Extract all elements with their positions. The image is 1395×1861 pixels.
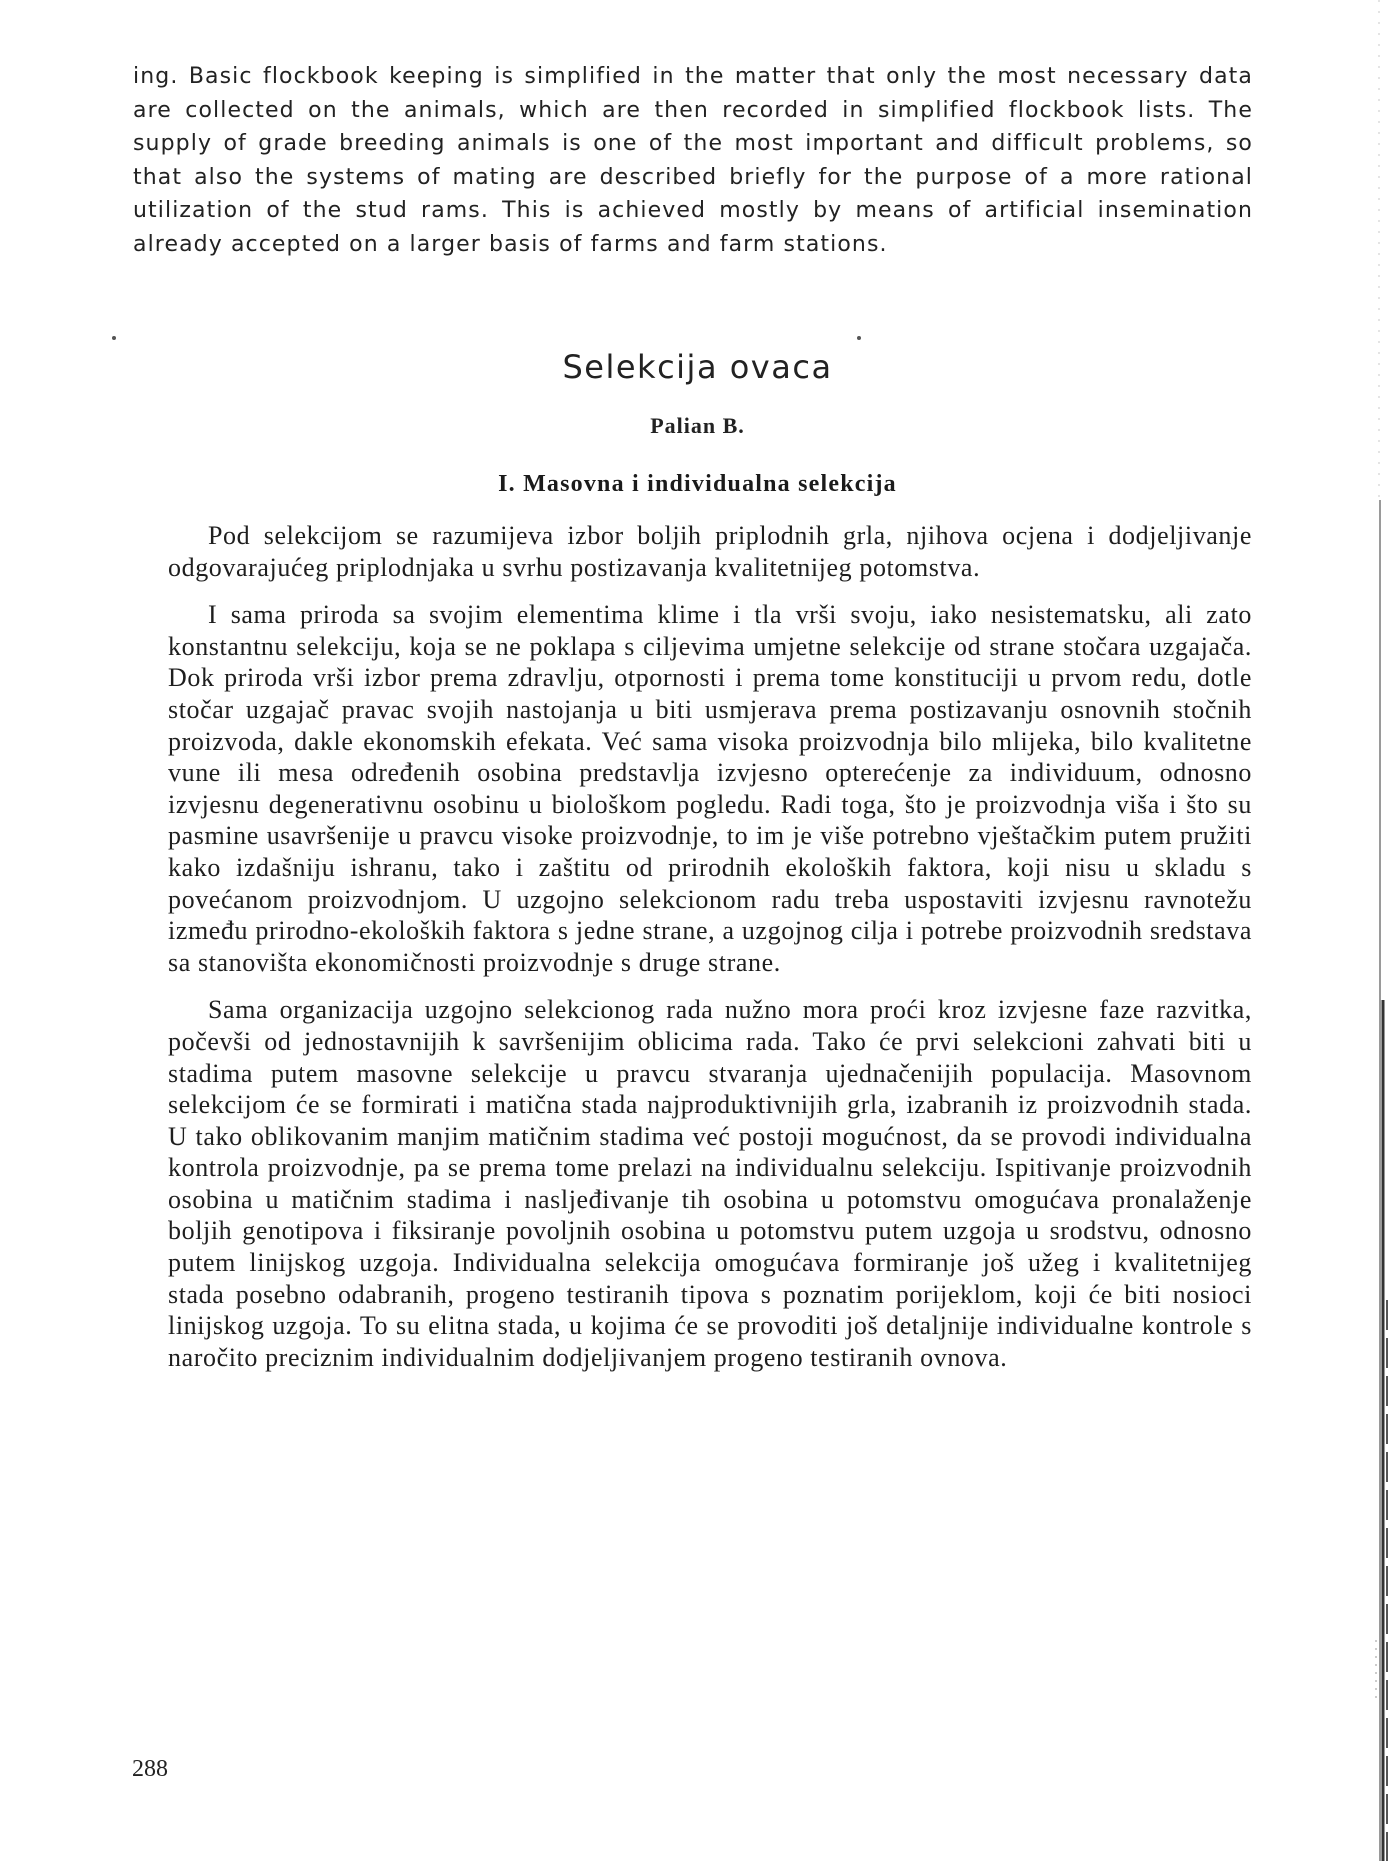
body-paragraph: Sama organizacija uzgojno selekcionog rada nužno mora proći kroz izvjesne faze razvitka, počevši od jednostavnijih k savršenijim oblicima rada. Tako će prvi selekcioni zahvati biti u stadima putem masovne selekcije u pravcu stvaranja ujednačenijih populacija. Masovnom selekcijom će se formirati i matična stada najproduktivnijih grla, izabranih iz proizvodnih stada. U tako oblikovanim manjim matičnim stadima već postoji mogućnost, da se provodi individualna kontrola proizvodnje, pa se prema tome prelazi na individualnu selekciju. Ispitivanje proizvodnih osobina u matičnim stadima i nasljeđivanje tih osobina u potomstvu omogućava pronalaženje boljih genotipova i fiksiranje povoljnih osobina u potomstvu putem uzgoja u srodstvu, odnosno putem linijskog uzgoja. Individualna selekcija omogućava formiranje još užeg i kvalitetnijeg stada posebno odabranih, progeno testiranih tipova s poznatim porijeklom, koji će biti nosioci linijskog uzgoja. To su elitna stada, u kojima će se provoditi još detaljnije individualne kontrole s naročito preciznim individualnim dodjeljivanjem progeno testiranih ovnova.: [168, 995, 1252, 1372]
scan-edge-shadow: [1373, 0, 1395, 1861]
section-heading: I. Masovna i individualna selekcija: [498, 471, 897, 497]
article-author: Palian B.: [650, 413, 745, 438]
article-body: [168, 520, 1252, 1389]
article-title: Selekcija ovaca: [562, 348, 833, 386]
print-mark: [857, 336, 861, 340]
body-paragraph: I sama priroda sa svojim elementima klime i tla vrši svoju, iako nesistematsku, ali zato konstantnu selekciju, koja se ne poklapa s ciljevima umjetne selekcije od strane stočara uzgajača. Dok priroda vrši izbor prema zdravlju, otpornosti i prema tome konstituciji u prvom redu, dotle stočar uzgajač pravac svojih nastojanja u biti usmjerava prema postizavanju osnovnih stočnih proizvoda, dakle ekonomskih efekata. Već sama visoka proizvodnja bilo mlijeka, bilo kvalitetne vune ili mesa određenih osobina predstavlja izvjesno opterećenje za individuum, odnosno izvjesnu degenerativnu osobinu u biološkom pogledu. Radi toga, što je proizvodnja viša i što su pasmine usavršenije u pravcu visoke proizvodnje, to im je više potrebno vještačkim putem pružiti kako izdašniju ishranu, tako i zaštitu od prirodnih ekoloških faktora, koji nisu u skladu s povećanom proizvodnjom. U uzgojno selekcionom radu treba uspostaviti izvjesnu ravnotežu između prirodno-ekoloških faktora s jedne strane, a uzgojnog cilja i potrebe proizvodnih sredstava sa stanovišta ekonomičnosti proizvodnje s druge strane.: [168, 600, 1252, 977]
print-mark: [112, 336, 116, 340]
english-summary-text: ing. Basic flockbook keeping is simplified in the matter that only the most necessary data are collected on the animals, which are then recorded in simplified flockbook lists. The supply of grade breeding animals is one of the most important and difficult problems, so that also the systems of mating are described briefly for the purpose of a more rational utilization of the stud rams. This is achieved mostly by means of artificial insemination already accepted on a larger basis of farms and farm stations.: [133, 64, 1253, 257]
page-number: 288: [132, 1756, 168, 1782]
body-paragraph: Pod selekcijom se razumijeva izbor boljih priplodnih grla, njihova ocjena i dodjeljivanje odgovarajućeg priplodnjaka u svrhu postizavanja kvalitetnijeg potomstva.: [168, 521, 1252, 582]
